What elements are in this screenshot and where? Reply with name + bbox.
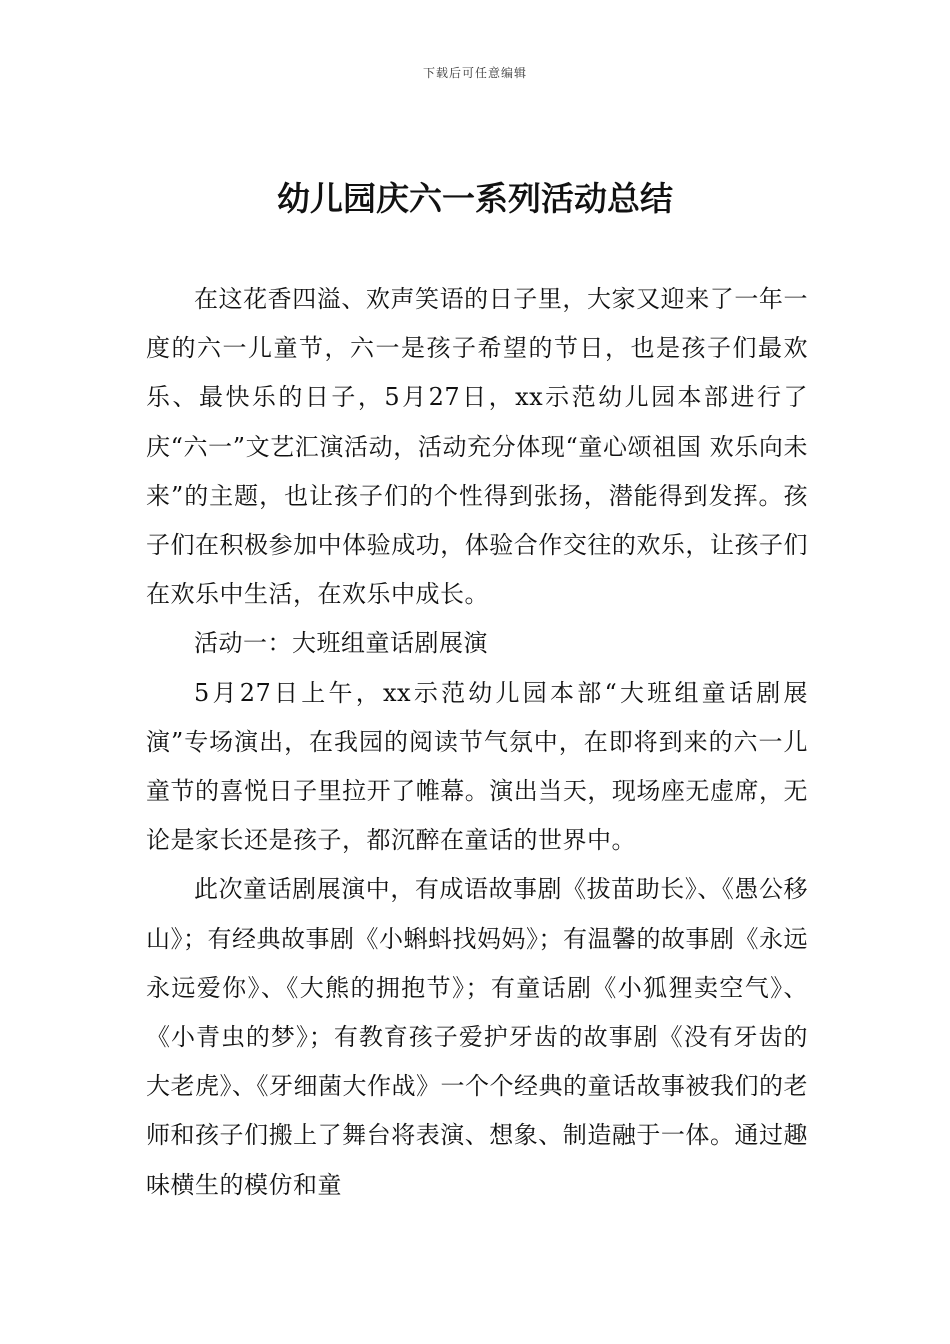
header-note: 下载后可任意编辑 — [422, 66, 527, 80]
document-body — [146, 275, 808, 1210]
document-title: 幼儿园庆六一系列活动总结 — [277, 179, 673, 218]
paragraph-activity-date: 5月27日上午，xx示范幼儿园本部“大班组童话剧展演”专场演出，在我园的阅读节气氛中，在即将到来的六一儿童节的喜悦日子里拉开了帷幕。演出当天，现场座无虚席，无论是家长还是孩子，都沉醉在童话的世界中。 — [146, 678, 808, 855]
paragraph-plays-list: 此次童话剧展演中，有成语故事剧《拔苗助长》、《愚公移山》；有经典故事剧《小蝌蚪找妈妈》；有温馨的故事剧《永远永远爱你》、《大熊的拥抱节》；有童话剧《小狐狸卖空气》、《小青虫的梦》；有教育孩子爱护牙齿的故事剧《没有牙齿的大老虎》、《牙细菌大作战》一个个经典的童话故事被我们的老师和孩子们搬上了舞台将表演、想象、制造融于一体。通过趣味横生的模仿和童 — [146, 875, 808, 1199]
paragraph-activity-heading: 活动一：大班组童话剧展演 — [194, 629, 488, 658]
paragraph-intro: 在这花香四溢、欢声笑语的日子里，大家又迎来了一年一度的六一儿童节，六一是孩子希望的节日，也是孩子们最欢乐、最快乐的日子，5月27日，xx示范幼儿园本部进行了庆“六一”文艺汇演活动，活动充分体现“童心颂祖国 欢乐向未来”的主题，也让孩子们的个性得到张扬，潜能得到发挥。孩子们在积极参加中体验成功，体验合作交往的欢乐，让孩子们在欢乐中生活，在欢乐中成长。 — [146, 285, 808, 609]
